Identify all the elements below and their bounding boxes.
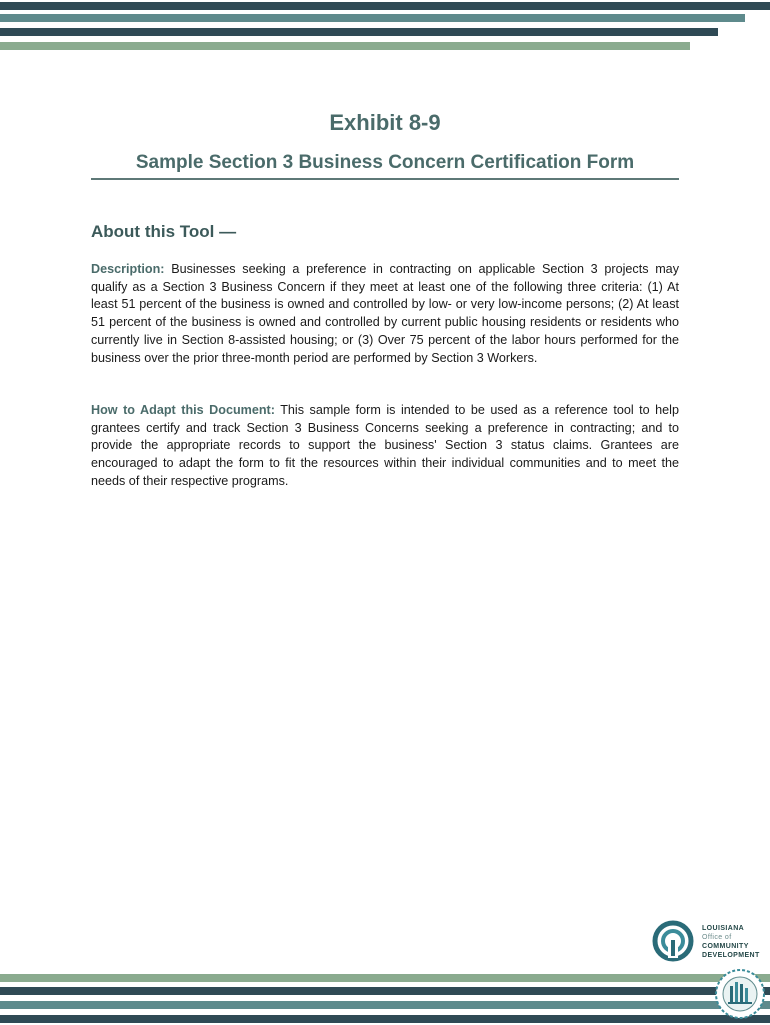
form-title: Sample Section 3 Business Concern Certification Form — [91, 152, 679, 180]
about-heading: About this Tool — — [91, 222, 237, 241]
ocd-logo — [652, 918, 762, 964]
logo-line-2: Office of — [702, 934, 732, 941]
logo-line-3: COMMUNITY — [702, 943, 749, 950]
header-bar-1 — [0, 2, 770, 10]
ocd-logo-icon — [652, 920, 694, 962]
footer-bar-1 — [0, 974, 770, 982]
description-paragraph — [91, 261, 679, 367]
adapt-text: This sample form is intended to be used as a reference tool to help grantees certify and track Section 3 Business Concerns seeking a preference in contracting; and to provide the appropriate records to support the business' Section 3 status claims. Grantees are encouraged to adapt the form to fit the resources within their individual communities and to meet the needs of their respective programs. — [91, 403, 679, 488]
footer-bar-4 — [0, 1015, 770, 1023]
state-seal-icon — [714, 968, 766, 1020]
header-bar-4 — [0, 42, 690, 50]
header-bar-3 — [0, 28, 718, 36]
header-bar-2 — [0, 14, 745, 22]
description-text: Businesses seeking a preference in contracting on applicable Section 3 projects may qualify as a Section 3 Business Concern if they meet at least one of the following three criteria: (1) At least 51 percent of the business is owned and controlled by low- or very low-income persons; (2) At least 51 percent of the business is owned and controlled by current public housing residents or residents who currently live in Section 8-assisted housing; or (3) Over 75 percent of the labor hours performed for the business over the prior three-month period are performed by Section 3 Workers. — [91, 262, 679, 365]
logo-line-4: DEVELOPMENT — [702, 952, 760, 959]
footer-bar-3 — [0, 1001, 770, 1009]
footer-bar-2 — [0, 987, 770, 995]
exhibit-title: Exhibit 8-9 — [329, 110, 441, 135]
description-label: Description: — [91, 262, 165, 276]
logo-line-1: LOUISIANA — [702, 925, 745, 932]
adapt-label: How to Adapt this Document: — [91, 403, 275, 417]
adapt-paragraph — [91, 402, 679, 491]
ocd-logo-text — [702, 924, 760, 960]
